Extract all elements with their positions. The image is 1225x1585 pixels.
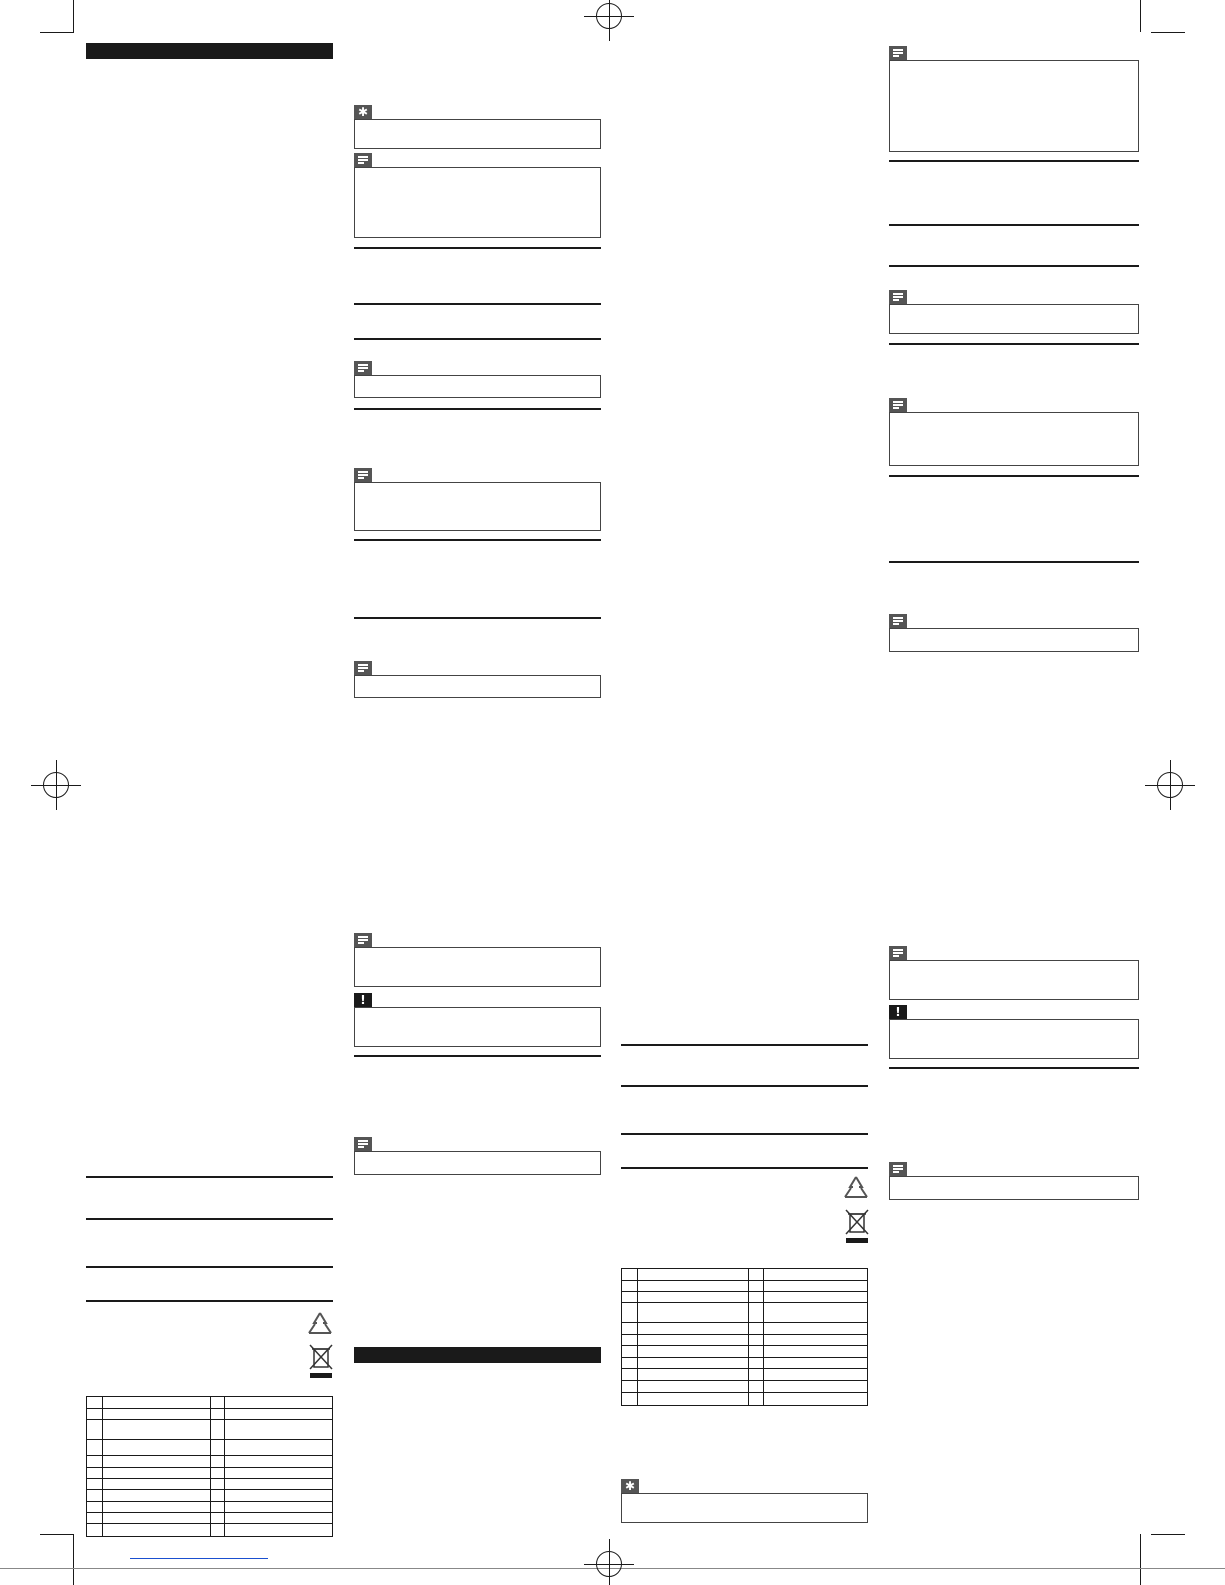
tip-box (621, 1493, 868, 1523)
section-divider (621, 1044, 868, 1046)
note-box (354, 675, 601, 698)
section-divider (889, 475, 1139, 477)
note-lines-icon (354, 933, 372, 947)
registration-mark-top (596, 3, 622, 29)
data-table (86, 1396, 333, 1537)
recycle-icon (306, 1311, 334, 1337)
section-divider (354, 247, 601, 249)
note-box (889, 960, 1139, 1000)
tip-box (354, 119, 601, 149)
section-divider (621, 1085, 868, 1087)
section-divider (86, 1300, 333, 1302)
note-box (889, 304, 1139, 334)
section-divider (86, 1218, 333, 1220)
note-lines-icon (889, 946, 907, 960)
note-lines-icon (354, 661, 372, 675)
section-divider (621, 1133, 868, 1135)
tip-tab (354, 105, 372, 119)
warning-box (354, 1007, 601, 1047)
note-box (354, 167, 601, 238)
note-lines-icon (889, 46, 907, 60)
registration-mark-bottom (596, 1551, 622, 1577)
link-underline[interactable] (130, 1558, 268, 1559)
note-lines-icon (354, 468, 372, 482)
note-box (889, 1176, 1139, 1200)
section-divider (889, 1067, 1139, 1069)
section-header-bar (86, 43, 333, 59)
tip-tab (621, 1479, 639, 1493)
note-lines-icon (889, 290, 907, 304)
note-lines-icon (354, 361, 372, 375)
section-divider (621, 1167, 868, 1169)
crossed-bin-icon (844, 1208, 870, 1244)
section-divider (889, 343, 1139, 345)
warning-tab (354, 993, 372, 1007)
section-divider (889, 224, 1139, 226)
crossed-bin-icon (308, 1343, 334, 1379)
section-divider (354, 338, 601, 340)
data-table (621, 1268, 868, 1406)
section-header-bar (354, 1347, 601, 1363)
note-box (889, 60, 1139, 152)
tip-asterisk-icon: ✱ (357, 105, 369, 119)
section-divider (354, 1055, 601, 1057)
section-divider (354, 408, 601, 410)
registration-mark-left (43, 772, 69, 798)
warning-exclamation-icon: ! (895, 1005, 901, 1019)
section-divider (354, 539, 601, 541)
note-lines-icon (889, 1162, 907, 1176)
section-divider (889, 265, 1139, 267)
tip-asterisk-icon: ✱ (624, 1479, 636, 1493)
note-lines-icon (889, 614, 907, 628)
note-box (354, 482, 601, 531)
section-divider (354, 617, 601, 619)
note-lines-icon (354, 1137, 372, 1151)
warning-tab (889, 1005, 907, 1019)
note-box (354, 375, 601, 398)
section-divider (354, 303, 601, 305)
note-lines-icon (889, 398, 907, 412)
section-divider (889, 561, 1139, 563)
recycle-icon (842, 1175, 870, 1201)
note-box (889, 628, 1139, 652)
section-divider (86, 1266, 333, 1268)
section-divider (889, 160, 1139, 162)
note-box (889, 412, 1139, 466)
registration-mark-right (1157, 772, 1183, 798)
section-divider (86, 1176, 333, 1178)
note-box (354, 947, 601, 987)
note-box (354, 1151, 601, 1175)
note-lines-icon (354, 153, 372, 167)
warning-exclamation-icon: ! (360, 993, 366, 1007)
warning-box (889, 1019, 1139, 1059)
